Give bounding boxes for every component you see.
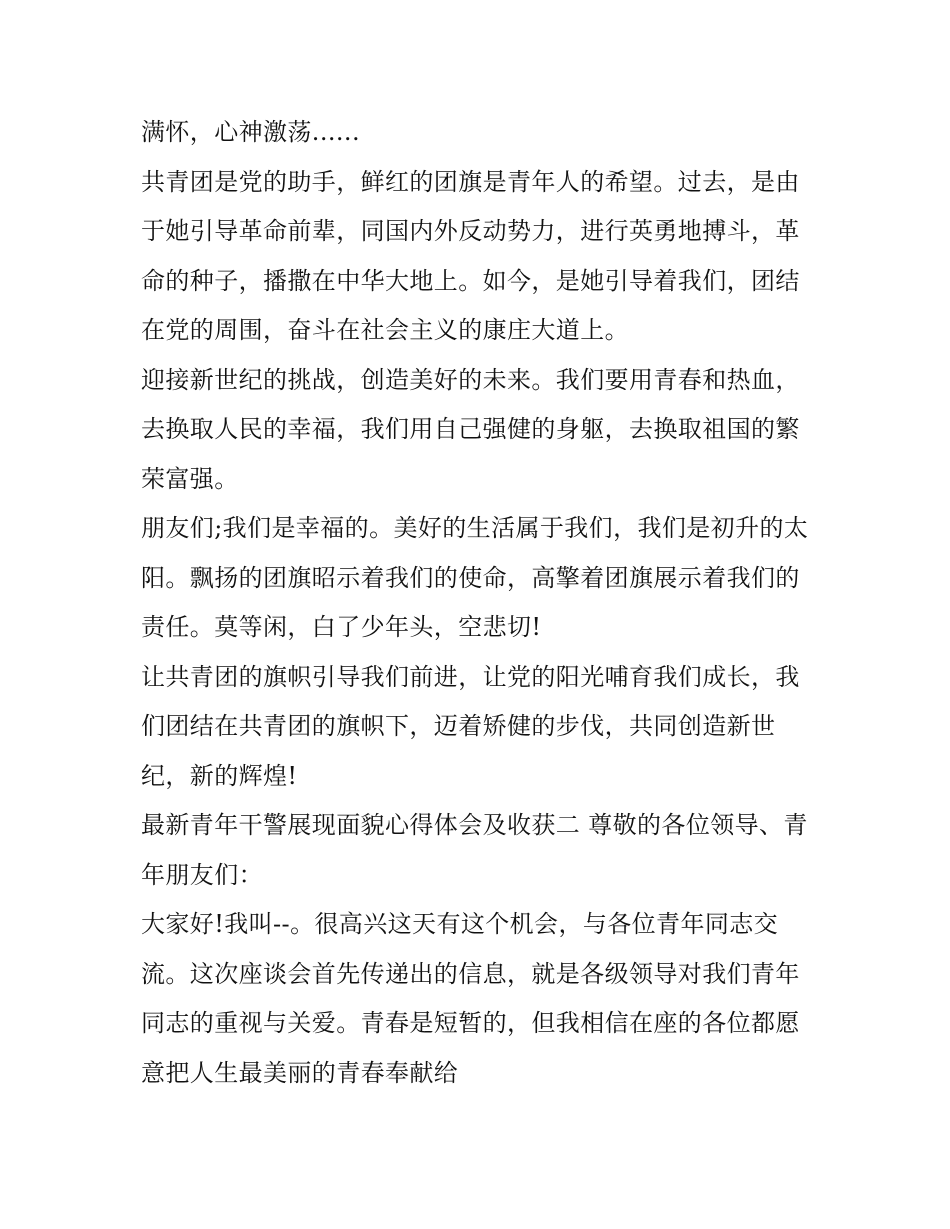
paragraph: 让共青团的旗帜引导我们前进，让党的阳光哺育我们成长，我们团结在共青团的旗帜下，迈着矫健的步伐，共同创造新世纪，新的辉煌! <box>141 662 800 790</box>
section-heading: 最新青年干警展现面貌心得体会及收获二 尊敬的各位领导、青年朋友们： <box>141 811 808 889</box>
paragraph: 朋友们;我们是幸福的。美好的生活属于我们，我们是初升的太阳。飘扬的团旗昭示着我们的使命，高擎着团旗展示着我们的责任。莫等闲，白了少年头，空悲切! <box>141 514 809 641</box>
document-body <box>141 108 821 1098</box>
paragraph: 满怀，心神激荡...... <box>141 118 360 146</box>
paragraph: 大家好!我叫--。很高兴这天有这个机会，与各位青年同志交流。这次座谈会首先传递出的信息，就是各级领导对我们青年同志的重视与关爱。青春是短暂的，但我相信在座的各位都愿意把人生最美丽的青春奉献给 <box>141 910 800 1087</box>
paragraph: 共青团是党的助手，鲜红的团旗是青年人的希望。过去，是由于她引导革命前辈，同国内外反动势力，进行英勇地搏斗，革命的种子，播撒在中华大地上。如今，是她引导着我们，团结在党的周围，奋斗在社会主义的康庄大道上。 <box>141 167 800 344</box>
paragraph: 迎接新世纪的挑战，创造美好的未来。我们要用青春和热血，去换取人民的幸福，我们用自己强健的身躯，去换取祖国的繁荣富强。 <box>141 365 800 493</box>
